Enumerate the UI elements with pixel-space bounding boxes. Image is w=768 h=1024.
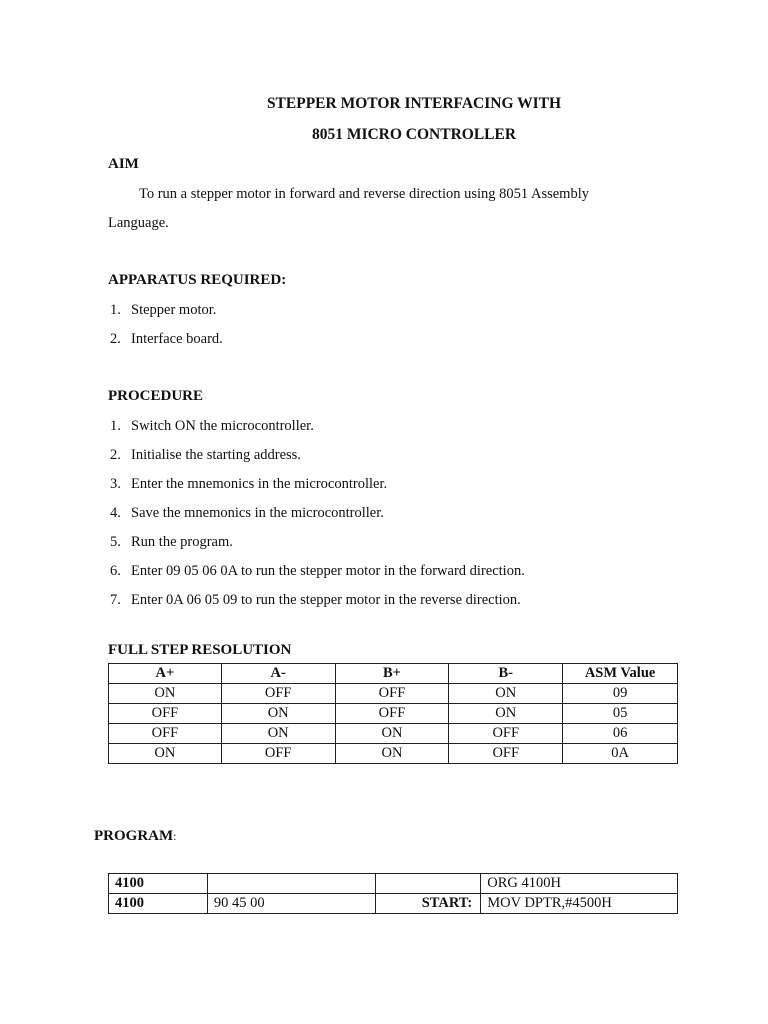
apparatus-item: Interface board.	[131, 331, 223, 347]
table-cell: ON	[109, 684, 222, 704]
procedure-step: Initialise the starting address.	[131, 447, 301, 463]
table-cell: OFF	[221, 684, 335, 704]
title-line-2: 8051 MICRO CONTROLLER	[311, 126, 517, 143]
procedure-step-number: 3.	[110, 476, 121, 492]
table-row	[109, 684, 678, 704]
apparatus-item-number: 1.	[110, 302, 121, 318]
procedure-heading: PROCEDURE	[108, 388, 204, 404]
table-row	[109, 874, 678, 894]
table-cell: 09	[563, 684, 678, 704]
opcode-cell: 90 45 00	[207, 894, 376, 914]
apparatus-item: Stepper motor.	[131, 302, 217, 318]
mnemonic-cell: MOV DPTR,#4500H	[481, 894, 678, 914]
procedure-step-number: 2.	[110, 447, 121, 463]
apparatus-item-number: 2.	[110, 331, 121, 347]
column-header: B-	[449, 664, 563, 684]
table-cell: 05	[563, 704, 678, 724]
aim-text-line-1: To run a stepper motor in forward and reverse direction using 8051 Assembly	[139, 186, 589, 202]
table-cell: OFF	[449, 724, 563, 744]
table-cell: 06	[563, 724, 678, 744]
title-line-1: STEPPER MOTOR INTERFACING WITH	[266, 95, 562, 112]
procedure-step: Enter the mnemonics in the microcontroller.	[131, 476, 388, 492]
program-heading-wrap	[94, 828, 177, 845]
aim-text-line-2: Language.	[108, 215, 169, 231]
table-cell: ON	[221, 724, 335, 744]
procedure-step-number: 6.	[110, 563, 121, 579]
table-cell: OFF	[109, 704, 222, 724]
aim-heading: AIM	[108, 156, 139, 172]
address-cell: 4100	[109, 874, 208, 894]
table-row	[109, 744, 678, 764]
procedure-step: Run the program.	[131, 534, 233, 550]
procedure-step-number: 1.	[110, 418, 121, 434]
procedure-step: Enter 09 05 06 0A to run the stepper motor in the forward direction.	[131, 563, 525, 579]
table-cell: ON	[109, 744, 222, 764]
table-header-row	[109, 664, 678, 684]
table-cell: ON	[449, 684, 563, 704]
procedure-step: Enter 0A 06 05 09 to run the stepper motor in the reverse direction.	[131, 592, 521, 608]
apparatus-heading: APPARATUS REQUIRED:	[108, 272, 287, 288]
full-step-resolution-table	[108, 663, 678, 764]
column-header: A+	[109, 664, 222, 684]
table-cell: OFF	[221, 744, 335, 764]
table-cell: OFF	[109, 724, 222, 744]
procedure-step-number: 4.	[110, 505, 121, 521]
column-header: A-	[221, 664, 335, 684]
mnemonic-cell: ORG 4100H	[481, 874, 678, 894]
table-cell: ON	[335, 744, 449, 764]
table-cell: OFF	[335, 704, 449, 724]
procedure-step: Save the mnemonics in the microcontroller.	[131, 505, 384, 521]
procedure-step: Switch ON the microcontroller.	[131, 418, 314, 434]
procedure-step-number: 7.	[110, 592, 121, 608]
table-cell: OFF	[335, 684, 449, 704]
opcode-cell	[207, 874, 376, 894]
address-cell: 4100	[109, 894, 208, 914]
table-cell: ON	[449, 704, 563, 724]
program-table	[108, 873, 678, 914]
table-cell: 0A	[563, 744, 678, 764]
table-row	[109, 894, 678, 914]
table-row	[109, 724, 678, 744]
procedure-step-number: 5.	[110, 534, 121, 550]
table-cell: ON	[335, 724, 449, 744]
column-header: B+	[335, 664, 449, 684]
table-cell: OFF	[449, 744, 563, 764]
label-cell	[376, 874, 481, 894]
program-heading-colon: :	[173, 829, 177, 843]
table-cell: ON	[221, 704, 335, 724]
label-cell: START:	[376, 894, 481, 914]
resolution-heading: FULL STEP RESOLUTION	[108, 642, 292, 658]
column-header: ASM Value	[563, 664, 678, 684]
table-row	[109, 704, 678, 724]
program-heading: PROGRAM	[94, 828, 174, 844]
